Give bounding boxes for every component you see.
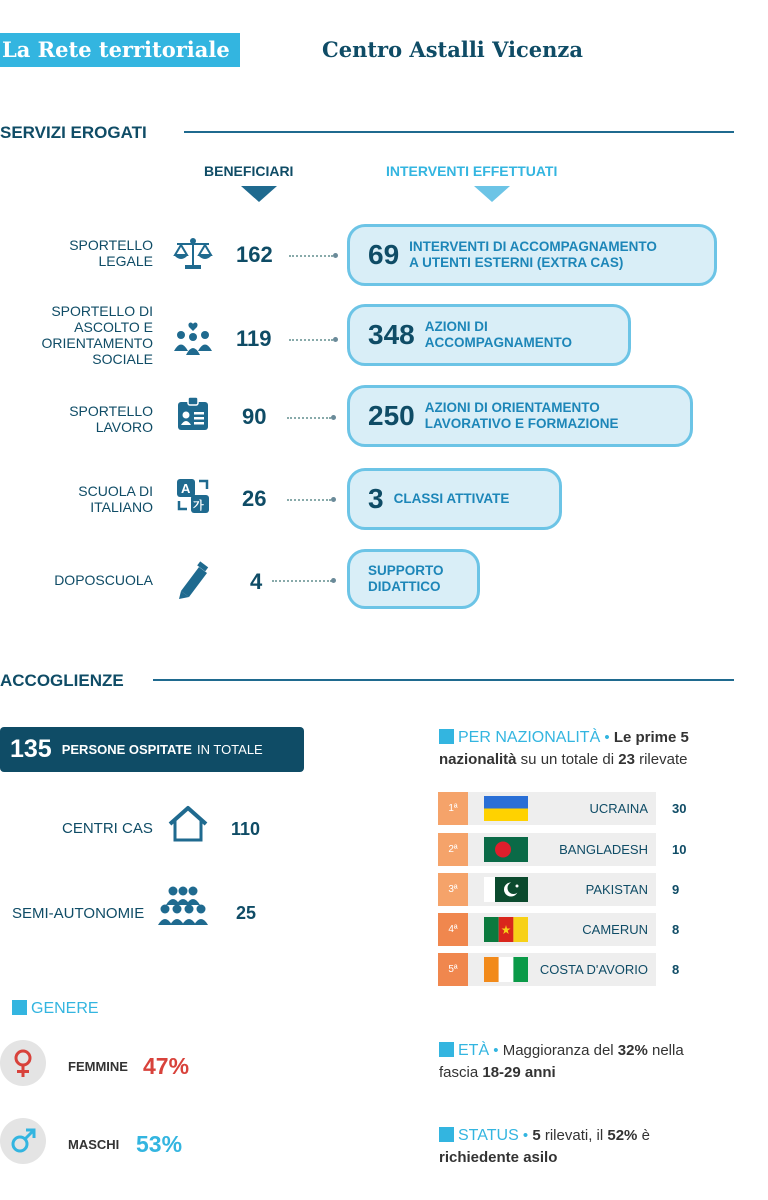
connector-dot <box>333 253 338 258</box>
square-icon <box>439 729 454 744</box>
nationality-row: 1ª UCRAINA <box>438 792 656 825</box>
ivory-coast-flag-icon <box>484 957 528 982</box>
female-percent: 47% <box>143 1053 190 1079</box>
nationality-count: 9 <box>672 882 680 897</box>
nationality-count: 8 <box>672 962 680 977</box>
female-symbol-icon <box>0 1040 46 1086</box>
status-info: STATUS • 5 rilevati, il 52% è richiedente asilo <box>439 1127 650 1166</box>
connector-dot <box>331 578 336 583</box>
service-label-legale: SPORTELLO LEGALE <box>69 237 153 269</box>
connector-dot <box>331 415 336 420</box>
female-label: FEMMINE <box>68 1059 128 1074</box>
genere-heading: GENERE <box>12 1000 99 1018</box>
beneficiari-count: 90 <box>242 404 267 429</box>
square-icon <box>439 1127 454 1142</box>
male-label: MASCHI <box>68 1137 120 1152</box>
intervention-pill: 348 AZIONI DI ACCOMPAGNAMENTO <box>347 304 631 366</box>
nationality-row: 5ª COSTA D'AVORIO <box>438 953 656 986</box>
cas-label: CENTRI CAS <box>62 820 153 837</box>
group-icon <box>157 885 209 932</box>
age-info: ETÀ • Maggioranza del 32% nella fascia 18-29 anni <box>439 1042 684 1081</box>
cameroon-flag-icon <box>484 917 528 942</box>
title-banner: La Rete territoriale <box>0 33 240 67</box>
column-header-interventi: INTERVENTI EFFETTUATI <box>386 163 558 179</box>
cas-value: 110 <box>231 819 261 839</box>
nationality-row: 3ª PAKISTAN <box>438 873 656 906</box>
service-label-scuola: SCUOLA DI ITALIANO <box>78 483 153 515</box>
id-card-icon <box>170 394 216 434</box>
dotted-connector <box>289 339 333 341</box>
nationality-row: 4ª CAMERUN <box>438 913 656 946</box>
male-percent: 53% <box>136 1131 183 1157</box>
nationality-row: 2ª BANGLADESH <box>438 833 656 866</box>
dotted-connector <box>287 417 331 419</box>
translate-icon <box>170 476 216 516</box>
title-organization: Centro Astalli Vicenza <box>322 37 583 62</box>
section-heading-accoglienze: ACCOGLIENZE <box>0 671 124 690</box>
svg-text:A: A <box>181 481 191 496</box>
nationality-count: 10 <box>672 842 687 857</box>
semi-autonomie-value: 25 <box>236 903 257 923</box>
column-header-beneficiari: BENEFICIARI <box>204 163 294 179</box>
male-symbol-icon <box>0 1118 46 1164</box>
section-divider <box>184 131 734 133</box>
section-divider <box>153 679 734 681</box>
beneficiari-count: 162 <box>236 242 273 267</box>
intervention-pill: 250 AZIONI DI ORIENTAMENTO LAVORATIVO E FORMAZIONE <box>347 385 693 447</box>
nationality-heading: PER NAZIONALITÀ • Le prime 5 nazionalità su un totale di 23 rilevate <box>439 729 689 768</box>
pakistan-flag-icon <box>484 877 528 902</box>
pencil-icon <box>170 560 216 600</box>
total-guests-box: 135 PERSONE OSPITATE IN TOTALE <box>0 727 304 772</box>
section-heading-servizi: SERVIZI EROGATI <box>0 123 147 142</box>
scales-icon <box>170 234 216 274</box>
service-label-lavoro: SPORTELLO LAVORO <box>69 403 153 435</box>
service-label-doposcuola: DOPOSCUOLA <box>54 572 153 588</box>
intervention-pill: 3 CLASSI ATTIVATE <box>347 468 562 530</box>
intervention-pill: 69 INTERVENTI DI ACCOMPAGNAMENTO A UTENTI ESTERNI (EXTRA CAS) <box>347 224 717 286</box>
house-icon <box>166 804 210 849</box>
square-icon <box>12 1000 27 1015</box>
people-heart-icon <box>170 318 216 358</box>
down-triangle-icon <box>241 186 277 202</box>
connector-dot <box>331 497 336 502</box>
intervention-pill: SUPPORTO DIDATTICO <box>347 549 480 609</box>
down-triangle-icon <box>474 186 510 202</box>
service-label-ascolto: SPORTELLO DI ASCOLTO E ORIENTAMENTO SOCIALE <box>41 303 153 367</box>
semi-autonomie-label: SEMI-AUTONOMIE <box>12 905 145 922</box>
square-icon <box>439 1042 454 1057</box>
nationality-count: 8 <box>672 922 680 937</box>
bangladesh-flag-icon <box>484 837 528 862</box>
dotted-connector <box>287 499 331 501</box>
svg-text:가: 가 <box>193 499 204 512</box>
nationality-count: 30 <box>672 801 687 816</box>
dotted-connector <box>289 255 333 257</box>
beneficiari-count: 4 <box>250 569 263 594</box>
connector-dot <box>333 337 338 342</box>
ukraine-flag-icon <box>484 796 528 821</box>
beneficiari-count: 26 <box>242 486 267 511</box>
beneficiari-count: 119 <box>236 326 272 351</box>
dotted-connector <box>272 580 332 582</box>
